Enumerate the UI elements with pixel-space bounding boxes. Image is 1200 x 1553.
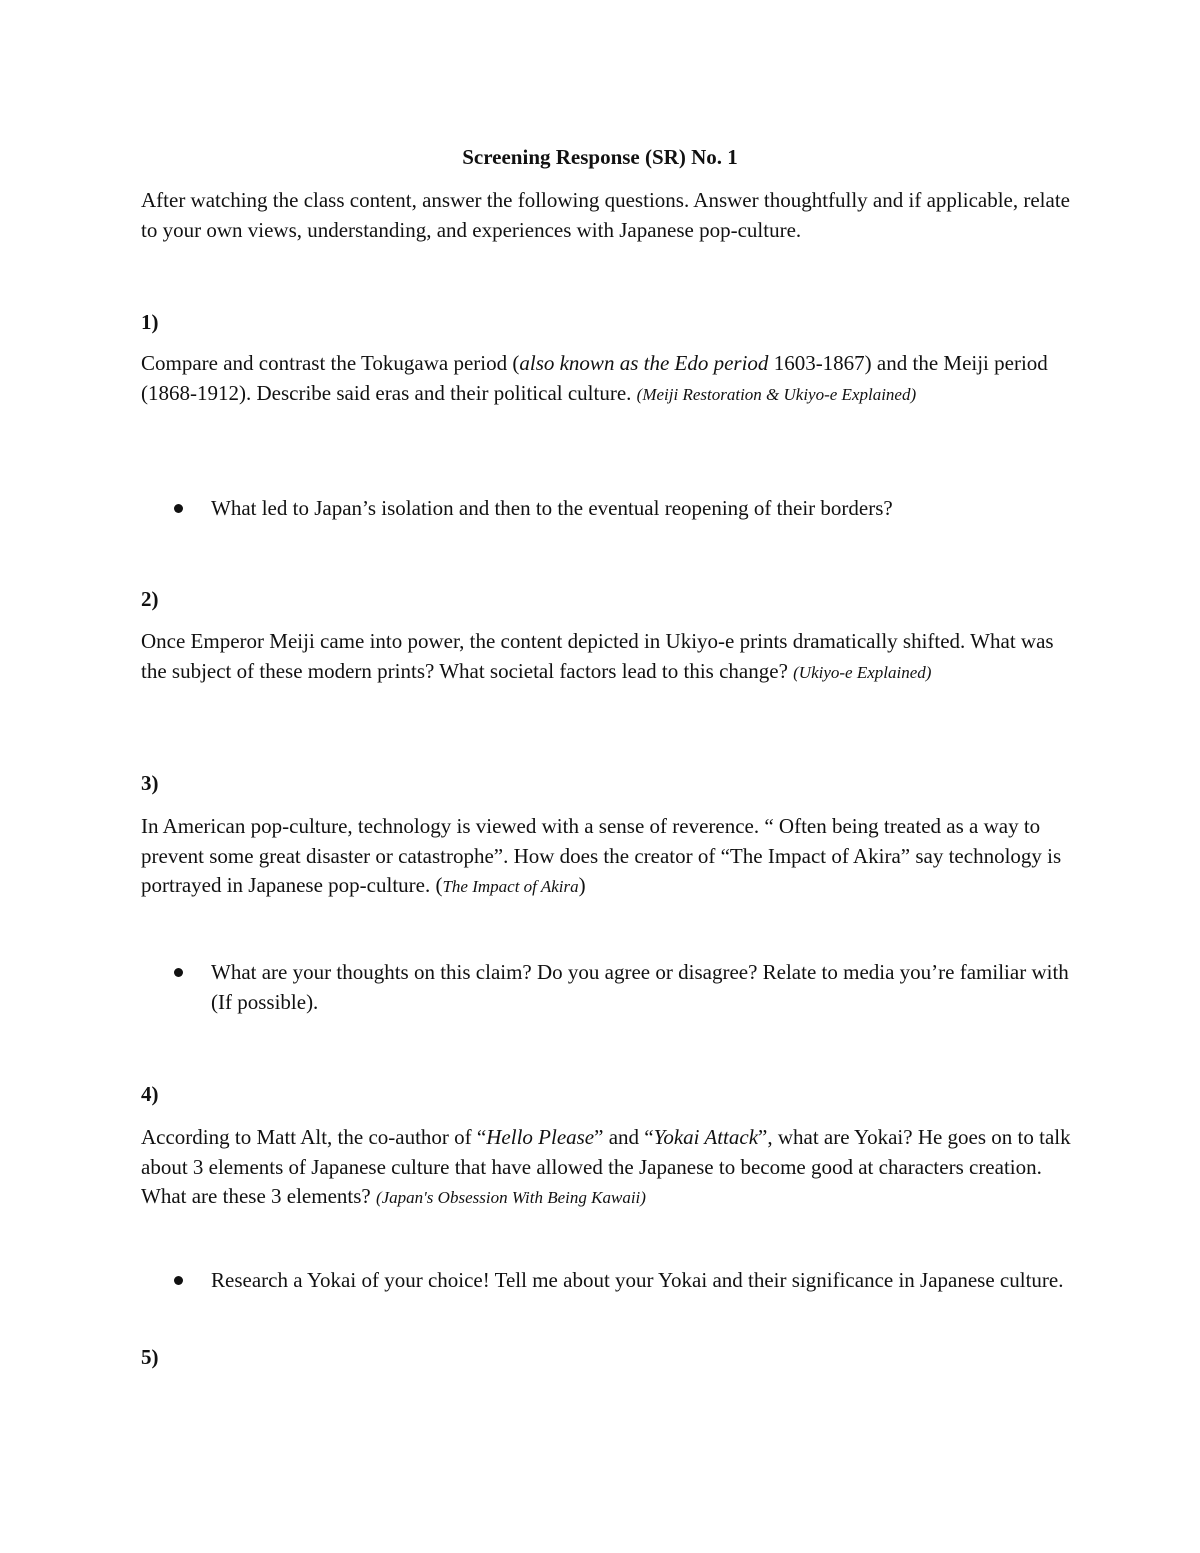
question-4-text-c: ”, what are Yokai? He goes on to talk about 3 elements of Japanese culture that have allowed the Japanese to become good at characters creation. What are these 3 elements? <box>141 1125 1071 1208</box>
intro-paragraph: After watching the class content, answer the following questions. Answer thoughtfully and if applicable, relate to your own views, understanding, and experiences with Japanese pop-culture. <box>141 188 1070 242</box>
question-1-text-italic: also known as the Edo period <box>519 351 769 375</box>
question-3-number: 3) <box>141 771 159 795</box>
question-4-text <box>141 1123 1071 1213</box>
question-1-number: 1) <box>141 310 159 334</box>
question-5-number: 5) <box>141 1345 159 1369</box>
bullet-dot-icon <box>174 968 183 977</box>
question-3-source: The Impact of Akira <box>442 877 579 896</box>
page-title: Screening Response (SR) No. 1 <box>462 145 738 169</box>
question-4-text-b: ” and “ <box>594 1125 654 1149</box>
question-1-text-b: 1603-1867) and the Meiji period (1868-1912). Describe said eras and their political culture. <box>141 351 1048 405</box>
question-4-source: (Japan's Obsession With Being Kawaii) <box>375 1188 646 1207</box>
question-3-text <box>141 812 1071 902</box>
question-3-text-end: ) <box>578 873 586 897</box>
question-1-source: (Meiji Restoration & Ukiyo-e Explained) <box>636 384 917 404</box>
question-1-text-a: Compare and contrast the Tokugawa period ( <box>141 351 520 375</box>
question-1-text <box>141 349 1071 409</box>
question-4-text-a: According to Matt Alt, the co-author of “ <box>141 1125 487 1149</box>
question-1-bullet: What led to Japan’s isolation and then to the eventual reopening of their borders? <box>211 496 893 520</box>
question-2-text-main: Once Emperor Meiji came into power, the content depicted in Ukiyo-e prints dramatically shifted. What was the subject of these modern prints? What societal factors lead to this change? <box>141 629 1054 683</box>
bullet-dot-icon <box>174 504 183 513</box>
bullet-dot-icon <box>174 1276 183 1285</box>
question-3-text-main: In American pop-culture, technology is viewed with a sense of reverence. “ Often being treated as a way to prevent some great disaster or catastrophe”. How does the creator of “The Impact of Akira” say technology is portrayed in Japanese pop-culture. ( <box>141 814 1062 897</box>
question-4-bullet: Research a Yokai of your choice! Tell me about your Yokai and their significance in Japanese culture. <box>211 1268 1064 1292</box>
question-2-number: 2) <box>141 587 159 611</box>
question-2-source: (Ukiyo-e Explained) <box>793 662 932 682</box>
question-2-text <box>141 627 1071 687</box>
question-4-title-2: Yokai Attack <box>653 1125 759 1149</box>
question-4-number: 4) <box>141 1082 159 1106</box>
question-4-title-1: Hello Please <box>486 1125 595 1149</box>
question-3-bullet: What are your thoughts on this claim? Do you agree or disagree? Relate to media you’re familiar with (If possible). <box>211 960 1069 1014</box>
